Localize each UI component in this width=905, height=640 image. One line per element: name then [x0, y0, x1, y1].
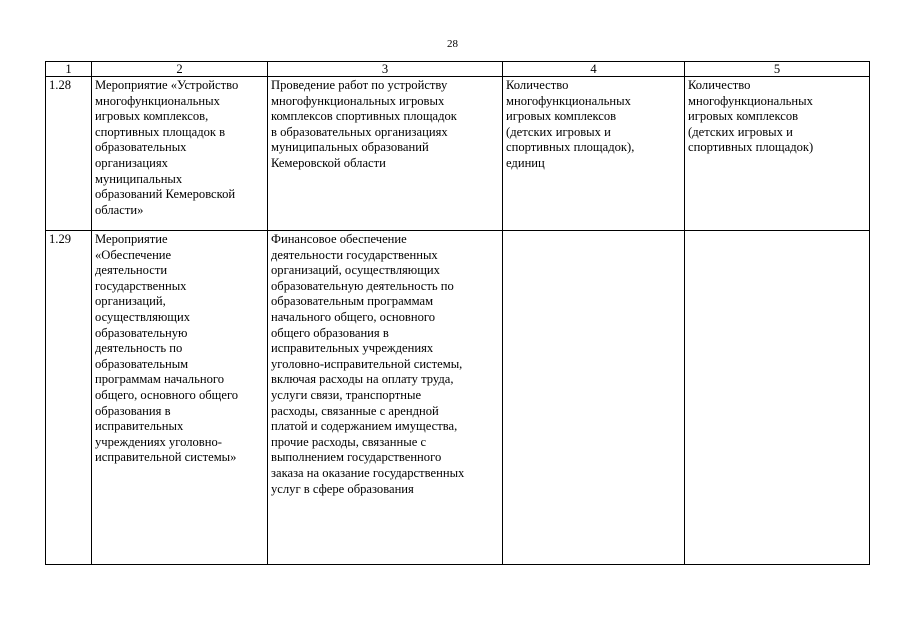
indicator-cell	[503, 77, 685, 231]
header-row	[46, 62, 870, 77]
column-header-5: 5	[685, 62, 870, 77]
event-name-cell	[92, 231, 268, 565]
indicator: Количество многофункциональных игровых комплексов (детских игровых и спортивных площадок), единиц	[506, 78, 635, 170]
row-number: 1.28	[46, 77, 92, 231]
table-row	[46, 231, 870, 565]
event-name: Мероприятие «Обеспечение деятельности государственных организаций, осуществляющих образовательную деятельность по образовательным программам начального общего, основного общего образования в исправительных учреждениях уголовно- исправительной системы»	[95, 232, 239, 465]
column-header-3: 3	[268, 62, 503, 77]
description-cell	[268, 77, 503, 231]
page-number: 28	[447, 38, 458, 50]
column-header-2: 2	[92, 62, 268, 77]
event-description: Финансовое обеспечение деятельности государственных организаций, осуществляющих образовательную деятельность по образовательным программам начального общего, основного общего образования в исправительных учреждениях уголовно-исправительной системы, включая расходы на оплату труда, услуги связи, транспортные расходы, связанные с арендной платой и содержанием имущества, прочие расходы, связанные с выполнением государственного заказа на оказание государственных услуг в сфере образования	[271, 232, 465, 496]
table-row	[46, 77, 870, 231]
result-cell	[685, 231, 870, 565]
description-cell	[268, 231, 503, 565]
result-cell	[685, 77, 870, 231]
row-number: 1.29	[46, 231, 92, 565]
event-name: Мероприятие «Устройство многофункциональных игровых комплексов, спортивных площадок в образовательных организациях муниципальных образований Кемеровской области»	[95, 78, 239, 217]
event-name-cell	[92, 77, 268, 231]
column-header-1: 1	[46, 62, 92, 77]
indicator-cell	[503, 231, 685, 565]
column-header-4: 4	[503, 62, 685, 77]
event-description: Проведение работ по устройству многофункциональных игровых комплексов спортивных площадок в образовательных организациях муниципальных образований Кемеровской области	[271, 78, 457, 170]
measures-table	[45, 61, 870, 565]
result: Количество многофункциональных игровых комплексов (детских игровых и спортивных площадок)	[688, 78, 814, 155]
